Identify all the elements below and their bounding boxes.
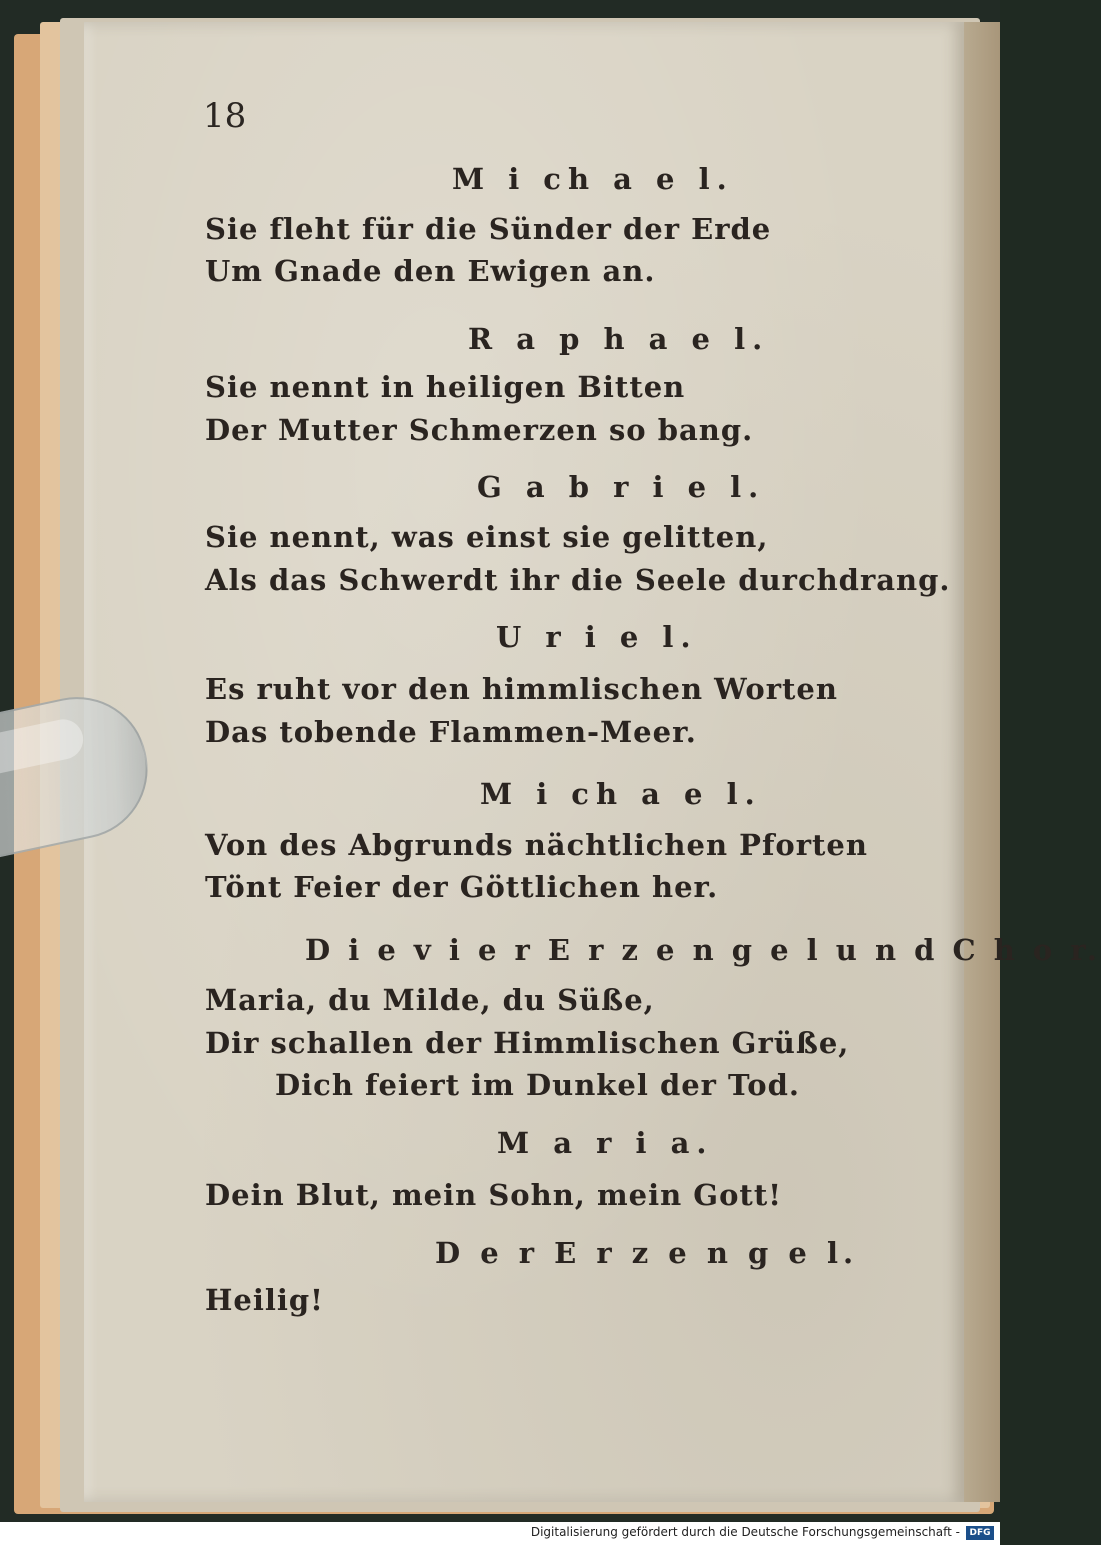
verse-line: Tönt Feier der Göttlichen her. bbox=[205, 870, 719, 904]
speaker-heading: D i e v i e r E r z e n g e l u n d C h o r. bbox=[305, 933, 1101, 967]
verse-line: Sie nennt in heiligen Bitten bbox=[205, 370, 686, 404]
speaker-heading: M i ch a e l. bbox=[480, 777, 762, 811]
verse-line: Heilig! bbox=[205, 1283, 324, 1317]
page-number: 18 bbox=[203, 96, 247, 136]
verse-line: Sie fleht für die Sünder der Erde bbox=[205, 212, 772, 246]
verse-line: Sie nennt, was einst sie gelitten, bbox=[205, 520, 769, 554]
speaker-heading: M i ch a e l. bbox=[452, 162, 734, 196]
verse-line: Dir schallen der Himmlischen Grüße, bbox=[205, 1026, 850, 1060]
verse-line: Von des Abgrunds nächtlichen Pforten bbox=[205, 828, 868, 862]
verse-line: Dein Blut, mein Sohn, mein Gott! bbox=[205, 1178, 782, 1212]
verse-line: Dich feiert im Dunkel der Tod. bbox=[275, 1068, 801, 1102]
speaker-heading: G a b r i e l. bbox=[477, 470, 766, 504]
verse-line: Um Gnade den Ewigen an. bbox=[205, 254, 656, 288]
footer-bar bbox=[0, 1522, 1000, 1545]
speaker-heading: M a r i a. bbox=[497, 1126, 714, 1160]
verse-line: Als das Schwerdt ihr die Seele durchdrang. bbox=[205, 563, 951, 597]
verse-line: Es ruht vor den himmlischen Worten bbox=[205, 672, 838, 706]
speaker-heading: R a p h a e l. bbox=[468, 322, 770, 356]
verse-line: Das tobende Flammen-Meer. bbox=[205, 715, 697, 749]
dfg-logo: DFG bbox=[966, 1526, 994, 1540]
verse-line: Maria, du Milde, du Süße, bbox=[205, 983, 655, 1017]
facing-page-edge bbox=[962, 22, 1000, 1502]
speaker-heading: D e r E r z e n g e l. bbox=[435, 1236, 859, 1270]
verse-line: Der Mutter Schmerzen so bang. bbox=[205, 413, 754, 447]
speaker-heading: U r i e l. bbox=[496, 620, 698, 654]
footer-credit: Digitalisierung gefördert durch die Deutsche Forschungsgemeinschaft - bbox=[530, 1525, 960, 1539]
